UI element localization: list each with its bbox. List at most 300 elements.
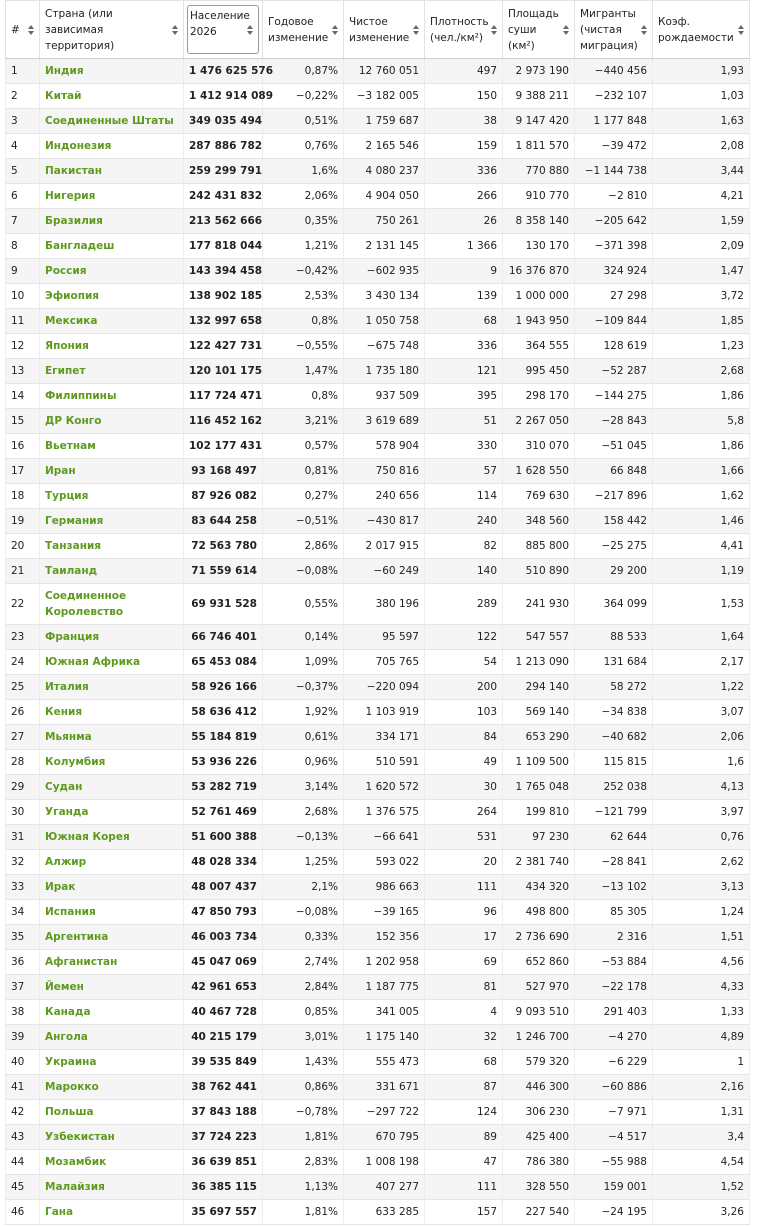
yearly-change-cell: 0,96% (263, 750, 344, 775)
land-area-cell: 446 300 (503, 1075, 575, 1100)
migrants-cell: −28 841 (575, 850, 653, 875)
rank-cell: 29 (6, 775, 40, 800)
density-cell: 89 (425, 1125, 503, 1150)
migrants-cell: −28 843 (575, 409, 653, 434)
table-row (6, 434, 750, 459)
yearly-change-cell: 3,01% (263, 1025, 344, 1050)
population-cell: 1 476 625 576 (184, 59, 263, 84)
country-link[interactable]: Ангола (40, 1025, 184, 1050)
rank-cell: 26 (6, 700, 40, 725)
population-cell: 47 850 793 (184, 900, 263, 925)
land-area-cell: 885 800 (503, 534, 575, 559)
net-change-cell: 152 356 (344, 925, 425, 950)
net-change-cell: 510 591 (344, 750, 425, 775)
population-cell: 37 843 188 (184, 1100, 263, 1125)
focused-sort-header (187, 5, 259, 54)
column-header-label: Чистое изменение (349, 15, 410, 44)
country-link[interactable]: Индонезия (40, 134, 184, 159)
sort-arrows-icon (563, 24, 569, 36)
migrants-cell: −232 107 (575, 84, 653, 109)
country-link[interactable]: Бразилия (40, 209, 184, 234)
population-cell: 36 385 115 (184, 1175, 263, 1200)
column-header-yearly-change[interactable] (263, 1, 344, 59)
fertility-cell: 1,03 (653, 84, 750, 109)
density-cell: 84 (425, 725, 503, 750)
migrants-cell: −60 886 (575, 1075, 653, 1100)
yearly-change-cell: 2,83% (263, 1150, 344, 1175)
table-row (6, 559, 750, 584)
fertility-cell: 1,85 (653, 309, 750, 334)
fertility-cell: 1,66 (653, 459, 750, 484)
land-area-cell: 498 800 (503, 900, 575, 925)
country-link[interactable]: Южная Африка (40, 650, 184, 675)
yearly-change-cell: 1,47% (263, 359, 344, 384)
table-row (6, 384, 750, 409)
population-cell: 36 639 851 (184, 1150, 263, 1175)
fertility-cell: 1,22 (653, 675, 750, 700)
population-cell: 259 299 791 (184, 159, 263, 184)
country-link[interactable]: ДР Конго (40, 409, 184, 434)
density-cell: 531 (425, 825, 503, 850)
table-row (6, 1075, 750, 1100)
yearly-change-cell: 0,87% (263, 59, 344, 84)
sort-arrows-icon (172, 24, 178, 36)
fertility-cell: 2,06 (653, 725, 750, 750)
column-header-density[interactable] (425, 1, 503, 59)
density-cell: 51 (425, 409, 503, 434)
migrants-cell: 128 619 (575, 334, 653, 359)
country-link[interactable]: Таиланд (40, 559, 184, 584)
migrants-cell: 252 038 (575, 775, 653, 800)
rank-cell: 10 (6, 284, 40, 309)
fertility-cell: 1,86 (653, 384, 750, 409)
fertility-cell: 1,64 (653, 625, 750, 650)
yearly-change-cell: 2,06% (263, 184, 344, 209)
country-link[interactable]: Узбекистан (40, 1125, 184, 1150)
table-row (6, 975, 750, 1000)
land-area-cell: 8 358 140 (503, 209, 575, 234)
fertility-cell: 2,68 (653, 359, 750, 384)
fertility-cell: 1 (653, 1050, 750, 1075)
net-change-cell: 937 509 (344, 384, 425, 409)
fertility-cell: 1,6 (653, 750, 750, 775)
country-link[interactable]: Малайзия (40, 1175, 184, 1200)
migrants-cell: 66 848 (575, 459, 653, 484)
net-change-cell: 1 735 180 (344, 359, 425, 384)
net-change-cell: 1 103 919 (344, 700, 425, 725)
country-link[interactable]: Канада (40, 1000, 184, 1025)
country-link[interactable]: Аргентина (40, 925, 184, 950)
density-cell: 47 (425, 1150, 503, 1175)
population-cell: 58 926 166 (184, 675, 263, 700)
rank-cell: 11 (6, 309, 40, 334)
net-change-cell: 240 656 (344, 484, 425, 509)
migrants-cell: −109 844 (575, 309, 653, 334)
country-link[interactable]: Танзания (40, 534, 184, 559)
land-area-cell: 770 880 (503, 159, 575, 184)
country-link[interactable]: Афганистан (40, 950, 184, 975)
table-row (6, 184, 750, 209)
fertility-cell: 4,89 (653, 1025, 750, 1050)
fertility-cell: 1,46 (653, 509, 750, 534)
rank-cell: 27 (6, 725, 40, 750)
yearly-change-cell: 0,33% (263, 925, 344, 950)
migrants-cell: −121 799 (575, 800, 653, 825)
density-cell: 96 (425, 900, 503, 925)
land-area-cell: 310 070 (503, 434, 575, 459)
density-cell: 17 (425, 925, 503, 950)
rank-cell: 20 (6, 534, 40, 559)
country-link[interactable]: Соединенные Штаты (40, 109, 184, 134)
table-row (6, 900, 750, 925)
country-link[interactable]: Судан (40, 775, 184, 800)
net-change-cell: 3 430 134 (344, 284, 425, 309)
rank-cell: 17 (6, 459, 40, 484)
country-link[interactable]: Мозамбик (40, 1150, 184, 1175)
population-cell: 242 431 832 (184, 184, 263, 209)
yearly-change-cell: −0,08% (263, 900, 344, 925)
migrants-cell: 27 298 (575, 284, 653, 309)
country-link[interactable]: Турция (40, 484, 184, 509)
table-row (6, 950, 750, 975)
country-link[interactable]: Пакистан (40, 159, 184, 184)
population-cell: 71 559 614 (184, 559, 263, 584)
land-area-cell: 294 140 (503, 675, 575, 700)
land-area-cell: 652 860 (503, 950, 575, 975)
table-row (6, 259, 750, 284)
land-area-cell: 547 557 (503, 625, 575, 650)
net-change-cell: −39 165 (344, 900, 425, 925)
density-cell: 54 (425, 650, 503, 675)
sort-arrows-icon (738, 24, 744, 36)
density-cell: 68 (425, 309, 503, 334)
rank-cell: 5 (6, 159, 40, 184)
population-cell: 35 697 557 (184, 1200, 263, 1225)
yearly-change-cell: 0,85% (263, 1000, 344, 1025)
land-area-cell: 227 540 (503, 1200, 575, 1225)
rank-cell: 8 (6, 234, 40, 259)
fertility-cell: 1,51 (653, 925, 750, 950)
migrants-cell: −55 988 (575, 1150, 653, 1175)
column-header-label: Коэф. рождаемости (658, 15, 734, 44)
country-link[interactable]: Южная Корея (40, 825, 184, 850)
yearly-change-cell: −0,78% (263, 1100, 344, 1125)
table-row (6, 800, 750, 825)
yearly-change-cell: −0,51% (263, 509, 344, 534)
rank-cell: 13 (6, 359, 40, 384)
fertility-cell: 2,17 (653, 650, 750, 675)
rank-cell: 39 (6, 1025, 40, 1050)
column-header-label: Мигранты (чистая миграция) (580, 7, 638, 52)
yearly-change-cell: −0,08% (263, 559, 344, 584)
migrants-cell: −40 682 (575, 725, 653, 750)
rank-cell: 23 (6, 625, 40, 650)
density-cell: 87 (425, 1075, 503, 1100)
yearly-change-cell: 1,81% (263, 1200, 344, 1225)
population-cell: 83 644 258 (184, 509, 263, 534)
yearly-change-cell: 2,68% (263, 800, 344, 825)
country-link[interactable]: Уганда (40, 800, 184, 825)
fertility-cell: 4,54 (653, 1150, 750, 1175)
table-row (6, 134, 750, 159)
migrants-cell: −4 270 (575, 1025, 653, 1050)
rank-cell: 40 (6, 1050, 40, 1075)
migrants-cell: 324 924 (575, 259, 653, 284)
net-change-cell: 750 261 (344, 209, 425, 234)
land-area-cell: 1 811 570 (503, 134, 575, 159)
yearly-change-cell: 2,84% (263, 975, 344, 1000)
net-change-cell: −430 817 (344, 509, 425, 534)
column-header-migrants[interactable] (575, 1, 653, 59)
fertility-cell: 3,26 (653, 1200, 750, 1225)
net-change-cell: 1 376 575 (344, 800, 425, 825)
migrants-cell: −371 398 (575, 234, 653, 259)
table-row (6, 459, 750, 484)
country-link[interactable]: Филиппины (40, 384, 184, 409)
country-link[interactable]: Украина (40, 1050, 184, 1075)
table-row (6, 484, 750, 509)
table-row (6, 725, 750, 750)
density-cell: 159 (425, 134, 503, 159)
land-area-cell: 1 000 000 (503, 284, 575, 309)
density-cell: 103 (425, 700, 503, 725)
country-link[interactable]: Ирак (40, 875, 184, 900)
country-link[interactable]: Польша (40, 1100, 184, 1125)
density-cell: 124 (425, 1100, 503, 1125)
net-change-cell: 1 175 140 (344, 1025, 425, 1050)
net-change-cell: 670 795 (344, 1125, 425, 1150)
net-change-cell: 986 663 (344, 875, 425, 900)
table-row (6, 925, 750, 950)
land-area-cell: 995 450 (503, 359, 575, 384)
land-area-cell: 199 810 (503, 800, 575, 825)
country-link[interactable]: Кения (40, 700, 184, 725)
migrants-cell: 131 684 (575, 650, 653, 675)
table-row (6, 59, 750, 84)
table-row (6, 750, 750, 775)
country-link[interactable]: Мексика (40, 309, 184, 334)
land-area-cell: 910 770 (503, 184, 575, 209)
density-cell: 330 (425, 434, 503, 459)
country-link[interactable]: Италия (40, 675, 184, 700)
land-area-cell: 1 213 090 (503, 650, 575, 675)
column-header-population[interactable] (184, 1, 263, 59)
rank-cell: 9 (6, 259, 40, 284)
land-area-cell: 9 147 420 (503, 109, 575, 134)
rank-cell: 37 (6, 975, 40, 1000)
population-cell: 55 184 819 (184, 725, 263, 750)
yearly-change-cell: 0,51% (263, 109, 344, 134)
rank-cell: 38 (6, 1000, 40, 1025)
net-change-cell: 633 285 (344, 1200, 425, 1225)
land-area-cell: 769 630 (503, 484, 575, 509)
rank-cell: 45 (6, 1175, 40, 1200)
population-cell: 87 926 082 (184, 484, 263, 509)
column-header-fertility[interactable] (653, 1, 750, 59)
country-link[interactable]: Колумбия (40, 750, 184, 775)
country-link[interactable]: Мьянма (40, 725, 184, 750)
migrants-cell: −34 838 (575, 700, 653, 725)
column-header-label: Плотность (чел./км²) (430, 15, 489, 44)
fertility-cell: 2,08 (653, 134, 750, 159)
density-cell: 122 (425, 625, 503, 650)
column-header-net-change[interactable] (344, 1, 425, 59)
net-change-cell: 1 620 572 (344, 775, 425, 800)
country-link[interactable]: Индия (40, 59, 184, 84)
density-cell: 139 (425, 284, 503, 309)
density-cell: 26 (425, 209, 503, 234)
population-cell: 66 746 401 (184, 625, 263, 650)
net-change-cell: 1 187 775 (344, 975, 425, 1000)
yearly-change-cell: 1,6% (263, 159, 344, 184)
land-area-cell: 425 400 (503, 1125, 575, 1150)
table-row (6, 234, 750, 259)
fertility-cell: 1,47 (653, 259, 750, 284)
density-cell: 289 (425, 584, 503, 625)
table-row (6, 1000, 750, 1025)
density-cell: 49 (425, 750, 503, 775)
rank-cell: 42 (6, 1100, 40, 1125)
yearly-change-cell: 0,14% (263, 625, 344, 650)
country-link[interactable]: Япония (40, 334, 184, 359)
density-cell: 150 (425, 84, 503, 109)
country-link[interactable]: Вьетнам (40, 434, 184, 459)
country-link[interactable]: Китай (40, 84, 184, 109)
yearly-change-cell: 2,1% (263, 875, 344, 900)
population-cell: 120 101 175 (184, 359, 263, 384)
sort-arrows-icon (413, 24, 419, 36)
country-link[interactable]: Египет (40, 359, 184, 384)
net-change-cell: 331 671 (344, 1075, 425, 1100)
fertility-cell: 1,63 (653, 109, 750, 134)
population-cell: 48 007 437 (184, 875, 263, 900)
fertility-cell: 3,4 (653, 1125, 750, 1150)
country-link[interactable]: Эфиопия (40, 284, 184, 309)
fertility-cell: 0,76 (653, 825, 750, 850)
population-cell: 37 724 223 (184, 1125, 263, 1150)
density-cell: 266 (425, 184, 503, 209)
fertility-cell: 4,21 (653, 184, 750, 209)
sort-arrows-icon (641, 24, 647, 36)
country-link[interactable]: Бангладеш (40, 234, 184, 259)
density-cell: 9 (425, 259, 503, 284)
country-link[interactable]: Россия (40, 259, 184, 284)
table-row (6, 509, 750, 534)
table-row (6, 334, 750, 359)
land-area-cell: 9 388 211 (503, 84, 575, 109)
migrants-cell: 159 001 (575, 1175, 653, 1200)
density-cell: 111 (425, 1175, 503, 1200)
net-change-cell: 95 597 (344, 625, 425, 650)
yearly-change-cell: 1,21% (263, 234, 344, 259)
yearly-change-cell: −0,22% (263, 84, 344, 109)
fertility-cell: 2,09 (653, 234, 750, 259)
table-row (6, 159, 750, 184)
migrants-cell: 88 533 (575, 625, 653, 650)
rank-cell: 1 (6, 59, 40, 84)
country-link[interactable]: Франция (40, 625, 184, 650)
table-row (6, 359, 750, 384)
population-cell: 40 467 728 (184, 1000, 263, 1025)
fertility-cell: 1,23 (653, 334, 750, 359)
population-cell: 42 961 653 (184, 975, 263, 1000)
density-cell: 140 (425, 559, 503, 584)
migrants-cell: −440 456 (575, 59, 653, 84)
fertility-cell: 1,31 (653, 1100, 750, 1125)
land-area-cell: 130 170 (503, 234, 575, 259)
net-change-cell: −675 748 (344, 334, 425, 359)
table-row (6, 675, 750, 700)
fertility-cell: 1,93 (653, 59, 750, 84)
country-link[interactable]: Германия (40, 509, 184, 534)
table-row (6, 875, 750, 900)
migrants-cell: −217 896 (575, 484, 653, 509)
country-link[interactable]: Алжир (40, 850, 184, 875)
land-area-cell: 364 555 (503, 334, 575, 359)
rank-cell: 33 (6, 875, 40, 900)
density-cell: 82 (425, 534, 503, 559)
country-link[interactable]: Иран (40, 459, 184, 484)
table-body (6, 59, 750, 1225)
density-cell: 121 (425, 359, 503, 384)
fertility-cell: 5,8 (653, 409, 750, 434)
net-change-cell: 1 050 758 (344, 309, 425, 334)
rank-cell: 34 (6, 900, 40, 925)
net-change-cell: 2 165 546 (344, 134, 425, 159)
land-area-cell: 2 736 690 (503, 925, 575, 950)
land-area-cell: 2 267 050 (503, 409, 575, 434)
density-cell: 240 (425, 509, 503, 534)
column-header-country[interactable] (40, 1, 184, 59)
density-cell: 68 (425, 1050, 503, 1075)
country-link[interactable]: Испания (40, 900, 184, 925)
density-cell: 200 (425, 675, 503, 700)
column-header-rank[interactable] (6, 1, 40, 59)
yearly-change-cell: 1,81% (263, 1125, 344, 1150)
yearly-change-cell: 0,61% (263, 725, 344, 750)
net-change-cell: −66 641 (344, 825, 425, 850)
column-header-land-area[interactable] (503, 1, 575, 59)
population-cell: 138 902 185 (184, 284, 263, 309)
country-link[interactable]: Соединенное Королевство (40, 584, 184, 625)
rank-cell: 31 (6, 825, 40, 850)
land-area-cell: 241 930 (503, 584, 575, 625)
population-cell: 53 282 719 (184, 775, 263, 800)
migrants-cell: −6 229 (575, 1050, 653, 1075)
migrants-cell: −7 971 (575, 1100, 653, 1125)
table-row (6, 775, 750, 800)
population-cell: 102 177 431 (184, 434, 263, 459)
net-change-cell: −297 722 (344, 1100, 425, 1125)
land-area-cell: 786 380 (503, 1150, 575, 1175)
migrants-cell: 1 177 848 (575, 109, 653, 134)
population-cell: 38 762 441 (184, 1075, 263, 1100)
country-link[interactable]: Йемен (40, 975, 184, 1000)
rank-cell: 41 (6, 1075, 40, 1100)
country-link[interactable]: Марокко (40, 1075, 184, 1100)
net-change-cell: 2 131 145 (344, 234, 425, 259)
migrants-cell: 364 099 (575, 584, 653, 625)
density-cell: 395 (425, 384, 503, 409)
fertility-cell: 1,53 (653, 584, 750, 625)
country-link[interactable]: Нигерия (40, 184, 184, 209)
migrants-cell: 58 272 (575, 675, 653, 700)
fertility-cell: 2,16 (653, 1075, 750, 1100)
country-link[interactable]: Гана (40, 1200, 184, 1225)
land-area-cell: 1 628 550 (503, 459, 575, 484)
net-change-cell: 1 202 958 (344, 950, 425, 975)
population-table-container (5, 0, 749, 1225)
